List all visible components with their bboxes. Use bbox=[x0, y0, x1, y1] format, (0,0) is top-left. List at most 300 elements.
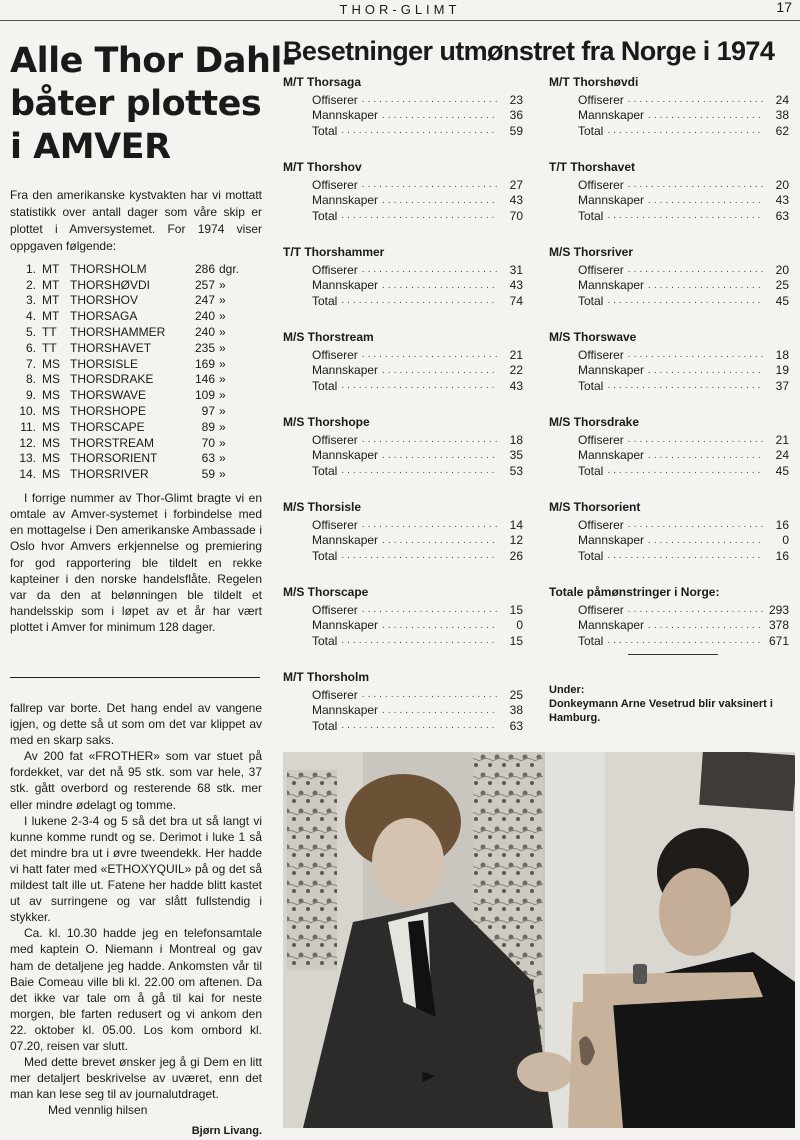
dot-leader bbox=[341, 380, 497, 391]
dot-leader bbox=[341, 550, 497, 561]
crew-count: 18 bbox=[509, 432, 523, 447]
crew-row bbox=[549, 378, 789, 394]
rank-number: 9. bbox=[25, 388, 36, 403]
crew-label: Offiserer bbox=[312, 347, 358, 362]
ship-name: M/T Thorshøvdi bbox=[549, 75, 639, 89]
crew-count: 43 bbox=[509, 278, 523, 293]
ship-type: MT bbox=[42, 309, 60, 324]
dot-leader bbox=[648, 280, 763, 291]
dot-leader bbox=[648, 110, 763, 121]
ship-crew-block bbox=[549, 585, 789, 649]
ship-type: MS bbox=[42, 467, 60, 482]
ranking-row bbox=[10, 356, 262, 372]
crew-count: 20 bbox=[775, 177, 789, 192]
ship-crew-block bbox=[283, 245, 523, 309]
dot-leader bbox=[382, 620, 497, 631]
crew-row bbox=[549, 448, 789, 464]
crew-count: 74 bbox=[509, 293, 523, 308]
dot-leader bbox=[362, 179, 497, 190]
crew-label: Mannskaper bbox=[312, 278, 379, 293]
crew-label: Mannskaper bbox=[578, 363, 645, 378]
crew-label: Total bbox=[312, 123, 338, 138]
dot-leader bbox=[628, 434, 763, 445]
crew-count: 0 bbox=[516, 618, 523, 633]
dot-leader bbox=[648, 195, 763, 206]
rank-number: 12. bbox=[19, 435, 36, 450]
crew-count: 16 bbox=[775, 517, 789, 532]
dot-leader bbox=[628, 519, 763, 530]
dot-leader bbox=[382, 110, 497, 121]
crew-count: 26 bbox=[509, 548, 523, 563]
crew-label: Offiserer bbox=[578, 347, 624, 362]
dot-leader bbox=[341, 210, 497, 221]
dot-leader bbox=[648, 365, 763, 376]
rank-number: 4. bbox=[25, 309, 36, 324]
ranking-row bbox=[10, 419, 262, 435]
crew-label: Mannskaper bbox=[578, 193, 645, 208]
days-value: 169 bbox=[194, 356, 215, 371]
ship-name: T/T Thorshavet bbox=[549, 160, 636, 174]
crew-count: 38 bbox=[509, 703, 523, 718]
crew-row bbox=[549, 633, 789, 649]
crew-row bbox=[549, 618, 789, 634]
ranking-row bbox=[10, 340, 262, 356]
photo-illustration bbox=[283, 752, 795, 1128]
crew-row bbox=[283, 533, 523, 549]
ranking-row bbox=[10, 261, 262, 277]
crew-label: Offiserer bbox=[578, 262, 624, 277]
ship-name: THORSCAPE bbox=[70, 419, 145, 434]
crew-count: 59 bbox=[509, 123, 523, 138]
ship-crew-block bbox=[283, 75, 523, 139]
days-unit: » bbox=[219, 372, 226, 387]
ship-name: M/S Thorshope bbox=[283, 415, 370, 429]
headline-line: i AMVER bbox=[10, 127, 171, 167]
ship-name: THORSHOPE bbox=[70, 404, 147, 419]
crew-row bbox=[283, 703, 523, 719]
crew-label: Mannskaper bbox=[312, 108, 379, 123]
letter-paragraph: Ca. kl. 10.30 hadde jeg en telefonsamtale med kaptein O. Niemann i Montreal og gav ham de detaljene jeg hadde. Ankomsten vår til Baie Comeau ville bli kl. 22.00 om aftenen. Da det ikke var tale om å gå til kai for neste morgen, ble farten redusert og vi ankom den 22. oktober kl. 05.00. Los kom ombord kl. 07.20, reisen var slutt. bbox=[10, 926, 262, 1053]
crew-row bbox=[549, 123, 789, 139]
headline-line: båter plottes bbox=[10, 84, 262, 124]
crew-label: Mannskaper bbox=[312, 448, 379, 463]
crew-label: Mannskaper bbox=[312, 618, 379, 633]
crew-row bbox=[283, 633, 523, 649]
ranking-row bbox=[10, 435, 262, 451]
page-header bbox=[0, 0, 800, 21]
letter-paragraph: I lukene 2-3-4 og 5 så det bra ut så langt vi kunne komme rundt og se. Derimot i luke 1 så det mindre bra ut i øvre tweendekk. Her hadde vi hatt fater med «ETHOXYQUIL» på og det så mildest talt ille ut. Fatene her hadde blitt kastet ut av surringene og var slått fullstendig i stykker. bbox=[10, 813, 262, 925]
days-unit: » bbox=[219, 293, 226, 308]
days-value: 257 bbox=[194, 277, 215, 292]
rank-number: 11. bbox=[20, 419, 36, 434]
crew-count: 21 bbox=[509, 347, 523, 362]
crew-count: 63 bbox=[509, 718, 523, 733]
days-unit: » bbox=[219, 419, 226, 434]
crew-row bbox=[283, 718, 523, 734]
crew-count: 16 bbox=[775, 548, 789, 563]
ship-name: THORSHAMMER bbox=[70, 325, 166, 340]
ship-name: M/T Thorsholm bbox=[283, 670, 369, 684]
dot-leader bbox=[628, 264, 763, 275]
dot-leader bbox=[607, 465, 763, 476]
days-value: 59 bbox=[201, 467, 215, 482]
dot-leader bbox=[362, 94, 497, 105]
days-value: 286 bbox=[194, 261, 215, 276]
dot-leader bbox=[607, 295, 763, 306]
crew-row bbox=[283, 208, 523, 224]
days-unit: » bbox=[219, 356, 226, 371]
letter-paragraph: Med dette brevet ønsker jeg å gi Dem en litt mer detaljert beskrivelse av uværet, enn det man kan lese seg til av journalutdraget. bbox=[10, 1055, 262, 1102]
crew-count: 35 bbox=[509, 448, 523, 463]
crew-row bbox=[283, 432, 523, 448]
dot-leader bbox=[607, 380, 763, 391]
crew-count: 62 bbox=[775, 123, 789, 138]
crew-row bbox=[283, 347, 523, 363]
separator-line bbox=[628, 654, 718, 655]
ranking-row bbox=[10, 372, 262, 388]
ship-name: Totale påmønstringer i Norge: bbox=[549, 585, 720, 599]
ship-type: MS bbox=[42, 356, 60, 371]
crew-count: 378 bbox=[768, 618, 789, 633]
crew-row bbox=[549, 463, 789, 479]
ranking-row bbox=[10, 324, 262, 340]
dot-leader bbox=[341, 720, 497, 731]
days-unit: » bbox=[219, 309, 226, 324]
crew-count: 20 bbox=[775, 262, 789, 277]
crew-row bbox=[549, 363, 789, 379]
crew-label: Offiserer bbox=[578, 602, 624, 617]
crew-count: 293 bbox=[768, 602, 789, 617]
dot-leader bbox=[382, 705, 497, 716]
crew-row bbox=[549, 278, 789, 294]
letter-paragraph: Av 200 fat «FROTHER» som var stuet på fordekket, var det nå 95 stk. som var hele, 37 stk. gått overbord og resterende 68 stk. mer eller mindre ødelagt og tomme. bbox=[10, 749, 262, 812]
crew-row bbox=[549, 602, 789, 618]
dot-leader bbox=[362, 349, 497, 360]
crew-count: 38 bbox=[775, 108, 789, 123]
days-unit: » bbox=[219, 404, 226, 419]
crew-label: Mannskaper bbox=[312, 703, 379, 718]
ship-type: MS bbox=[42, 388, 60, 403]
ship-name: T/T Thorshammer bbox=[283, 245, 385, 259]
ship-name: M/S Thorscape bbox=[283, 585, 369, 599]
crew-count: 36 bbox=[509, 108, 523, 123]
crew-label: Offiserer bbox=[312, 262, 358, 277]
dot-leader bbox=[607, 210, 763, 221]
ship-name: THORSTREAM bbox=[70, 435, 154, 450]
crew-label: Total bbox=[312, 293, 338, 308]
crew-label: Offiserer bbox=[578, 517, 624, 532]
ship-type: TT bbox=[42, 340, 57, 355]
rank-number: 8. bbox=[25, 372, 36, 387]
dot-leader bbox=[648, 620, 763, 631]
crew-count: 19 bbox=[775, 363, 789, 378]
crew-count: 14 bbox=[509, 517, 523, 532]
ranking-row bbox=[10, 403, 262, 419]
rank-number: 10. bbox=[19, 404, 36, 419]
dot-leader bbox=[628, 179, 763, 190]
ship-name: M/S Thorsisle bbox=[283, 500, 362, 514]
crew-row bbox=[283, 262, 523, 278]
magazine-name: THOR-GLIMT bbox=[339, 2, 461, 17]
ship-crew-block bbox=[549, 245, 789, 309]
days-unit: » bbox=[219, 435, 226, 450]
ship-type: MS bbox=[42, 404, 60, 419]
dot-leader bbox=[607, 635, 763, 646]
ship-type: MS bbox=[42, 451, 60, 466]
crew-label: Total bbox=[578, 463, 604, 478]
dot-leader bbox=[382, 280, 497, 291]
crew-label: Mannskaper bbox=[578, 108, 645, 123]
days-value: 97 bbox=[201, 404, 215, 419]
crew-title: Besetninger utmønstret fra Norge i 1974 bbox=[283, 36, 775, 66]
rank-number: 5. bbox=[25, 325, 36, 340]
crew-label: Mannskaper bbox=[578, 618, 645, 633]
dot-leader bbox=[382, 535, 497, 546]
ship-name: THORSISLE bbox=[70, 356, 139, 371]
crew-row bbox=[283, 378, 523, 394]
amver-ranking-list bbox=[10, 261, 262, 482]
crew-row bbox=[283, 177, 523, 193]
crew-row bbox=[549, 177, 789, 193]
crew-label: Offiserer bbox=[578, 177, 624, 192]
page-number: 17 bbox=[776, 0, 792, 15]
ship-type: TT bbox=[42, 325, 57, 340]
ranking-row bbox=[10, 466, 262, 482]
crew-label: Offiserer bbox=[312, 92, 358, 107]
crew-count: 25 bbox=[775, 278, 789, 293]
crew-count: 43 bbox=[509, 378, 523, 393]
crew-count: 24 bbox=[775, 448, 789, 463]
ship-crew-block bbox=[283, 585, 523, 649]
dot-leader bbox=[341, 465, 497, 476]
crew-row bbox=[549, 432, 789, 448]
ship-crew-block bbox=[283, 500, 523, 564]
crew-count: 21 bbox=[775, 432, 789, 447]
ranking-row bbox=[10, 387, 262, 403]
rank-number: 6. bbox=[25, 340, 36, 355]
crew-label: Offiserer bbox=[578, 92, 624, 107]
crew-row bbox=[549, 108, 789, 124]
days-value: 63 bbox=[201, 451, 215, 466]
crew-count: 18 bbox=[775, 347, 789, 362]
article-paragraph: I forrige nummer av Thor-Glimt bragte vi en omtale av Amver-systemet i forbindelse med en mottagelse i Den amerikanske Ambassade i Oslo hvor Amvers erkjennelse og premiering for god rapportering ble tildelt en rekke kapteiner i den norske handelsflåte. Regelen var da den at belønningen ble tildelt et handelsskip som i løpet av et år har vært plottet i Amver for minimum 128 dager. bbox=[10, 491, 262, 634]
crew-count: 43 bbox=[509, 193, 523, 208]
ship-name: M/S Thorsriver bbox=[549, 245, 634, 259]
crew-label: Mannskaper bbox=[312, 363, 379, 378]
crew-row bbox=[549, 347, 789, 363]
dot-leader bbox=[607, 550, 763, 561]
ship-type: MT bbox=[42, 293, 60, 308]
crew-label: Offiserer bbox=[578, 432, 624, 447]
crew-label: Total bbox=[578, 293, 604, 308]
dot-leader bbox=[382, 450, 497, 461]
days-value: 146 bbox=[194, 372, 215, 387]
crew-label: Offiserer bbox=[312, 602, 358, 617]
crew-row bbox=[549, 208, 789, 224]
dot-leader bbox=[362, 519, 497, 530]
days-value: 89 bbox=[201, 419, 215, 434]
dot-leader bbox=[362, 604, 497, 615]
letter-continuation bbox=[10, 700, 262, 1140]
days-value: 70 bbox=[201, 435, 215, 450]
crew-count: 70 bbox=[509, 208, 523, 223]
crew-row bbox=[549, 517, 789, 533]
ship-crew-block bbox=[549, 415, 789, 479]
dot-leader bbox=[607, 125, 763, 136]
crew-row bbox=[283, 123, 523, 139]
days-unit: » bbox=[219, 325, 226, 340]
crew-row bbox=[549, 193, 789, 209]
ship-name: THORSHAVET bbox=[70, 340, 152, 355]
crew-count: 671 bbox=[768, 633, 789, 648]
dot-leader bbox=[628, 349, 763, 360]
ship-name: M/S Thorsdrake bbox=[549, 415, 640, 429]
dot-leader bbox=[628, 94, 763, 105]
ship-type: MS bbox=[42, 435, 60, 450]
dot-leader bbox=[341, 295, 497, 306]
crew-count: 45 bbox=[775, 293, 789, 308]
crew-row bbox=[283, 363, 523, 379]
ship-name: M/T Thorsaga bbox=[283, 75, 362, 89]
crew-label: Total bbox=[312, 548, 338, 563]
crew-row bbox=[549, 92, 789, 108]
days-unit: » bbox=[219, 388, 226, 403]
dot-leader bbox=[341, 635, 497, 646]
crew-label: Total bbox=[578, 378, 604, 393]
rank-number: 7. bbox=[25, 356, 36, 371]
crew-label: Total bbox=[312, 208, 338, 223]
crew-row bbox=[549, 293, 789, 309]
ship-crew-block bbox=[283, 415, 523, 479]
crew-count: 45 bbox=[775, 463, 789, 478]
crew-count: 25 bbox=[509, 687, 523, 702]
photo-caption: Under: Donkeymann Arne Vesetrud blir vaksinert i Hamburg. bbox=[549, 684, 773, 724]
crew-row bbox=[283, 687, 523, 703]
crew-label: Mannskaper bbox=[312, 193, 379, 208]
intro-text: Fra den amerikanske kystvakten har vi mottatt statistikk over antall dager som våre skip er plottet i Amversystemet. For 1974 viser oppgaven følgende: bbox=[10, 188, 262, 253]
ship-name: THORSAGA bbox=[70, 309, 138, 324]
days-unit: » bbox=[219, 277, 226, 292]
dot-leader bbox=[628, 604, 763, 615]
rank-number: 14. bbox=[19, 467, 36, 482]
days-unit: » bbox=[219, 451, 226, 466]
crew-row bbox=[283, 448, 523, 464]
ranking-row bbox=[10, 308, 262, 324]
amver-headline bbox=[10, 40, 296, 169]
crew-label: Mannskaper bbox=[578, 448, 645, 463]
ranking-row bbox=[10, 451, 262, 467]
crew-row bbox=[549, 262, 789, 278]
ship-name: THORSHØVDI bbox=[70, 277, 151, 292]
ship-name: THORSWAVE bbox=[70, 388, 147, 403]
crew-label: Total bbox=[312, 633, 338, 648]
dot-leader bbox=[648, 535, 763, 546]
days-value: 240 bbox=[194, 309, 215, 324]
ship-crew-block bbox=[549, 500, 789, 564]
crew-row bbox=[283, 293, 523, 309]
ship-name: THORSDRAKE bbox=[70, 372, 154, 387]
days-unit: » bbox=[219, 340, 226, 355]
ship-type: MS bbox=[42, 372, 60, 387]
ship-name: M/S Thorswave bbox=[549, 330, 637, 344]
days-value: 235 bbox=[194, 340, 215, 355]
ship-name: THORSHOLM bbox=[70, 261, 147, 276]
days-unit: » bbox=[219, 467, 226, 482]
ship-type: MS bbox=[42, 419, 60, 434]
signature: Bjørn Livang. bbox=[191, 1125, 262, 1138]
crew-label: Offiserer bbox=[312, 432, 358, 447]
crew-label: Offiserer bbox=[312, 517, 358, 532]
crew-count: 24 bbox=[775, 92, 789, 107]
letter-paragraph: fallrep var borte. Det hang endel av vangene igjen, og dette så ut som om det var klippet av med en skarp saks. bbox=[10, 701, 262, 748]
crew-row bbox=[283, 602, 523, 618]
ship-name: THORSRIVER bbox=[70, 467, 149, 482]
crew-label: Total bbox=[312, 718, 338, 733]
dot-leader bbox=[382, 195, 497, 206]
crew-count: 22 bbox=[509, 363, 523, 378]
crew-label: Total bbox=[578, 208, 604, 223]
dot-leader bbox=[362, 264, 497, 275]
crew-row bbox=[283, 108, 523, 124]
crew-label: Mannskaper bbox=[312, 533, 379, 548]
crew-row bbox=[549, 533, 789, 549]
crew-count: 31 bbox=[509, 262, 523, 277]
crew-count: 15 bbox=[509, 602, 523, 617]
crew-count: 0 bbox=[782, 533, 789, 548]
crew-row bbox=[283, 278, 523, 294]
crew-row bbox=[283, 193, 523, 209]
crew-row bbox=[283, 517, 523, 533]
crew-row bbox=[549, 548, 789, 564]
ranking-row bbox=[10, 293, 262, 309]
crew-count: 23 bbox=[509, 92, 523, 107]
rank-number: 13. bbox=[19, 451, 36, 466]
days-unit: dgr. bbox=[219, 261, 240, 276]
crew-label: Total bbox=[578, 633, 604, 648]
rank-number: 1. bbox=[25, 261, 36, 276]
days-value: 240 bbox=[194, 325, 215, 340]
crew-label: Mannskaper bbox=[578, 533, 645, 548]
ship-crew-block bbox=[283, 670, 523, 734]
letter-paragraph: Med vennlig hilsen bbox=[48, 1103, 148, 1118]
crew-row bbox=[283, 463, 523, 479]
dot-leader bbox=[648, 450, 763, 461]
dot-leader bbox=[341, 125, 497, 136]
ship-type: MT bbox=[42, 261, 60, 276]
ship-name: M/T Thorshov bbox=[283, 160, 362, 174]
dot-leader bbox=[382, 365, 497, 376]
crew-label: Total bbox=[578, 548, 604, 563]
dot-leader bbox=[362, 434, 497, 445]
crew-count: 15 bbox=[509, 633, 523, 648]
crew-count: 53 bbox=[509, 463, 523, 478]
crew-count: 27 bbox=[509, 177, 523, 192]
crew-label: Offiserer bbox=[312, 687, 358, 702]
rank-number: 2. bbox=[25, 277, 36, 292]
ship-type: MT bbox=[42, 277, 60, 292]
ship-name: M/S Thorsorient bbox=[549, 500, 641, 514]
days-value: 247 bbox=[194, 293, 215, 308]
column-divider bbox=[10, 677, 260, 678]
ship-name: THORSORIENT bbox=[70, 451, 158, 466]
ship-name: M/S Thorstream bbox=[283, 330, 374, 344]
crew-row bbox=[283, 618, 523, 634]
days-value: 109 bbox=[194, 388, 215, 403]
dot-leader bbox=[362, 689, 497, 700]
ship-crew-block bbox=[283, 330, 523, 394]
crew-row bbox=[283, 92, 523, 108]
ship-crew-block bbox=[549, 75, 789, 139]
